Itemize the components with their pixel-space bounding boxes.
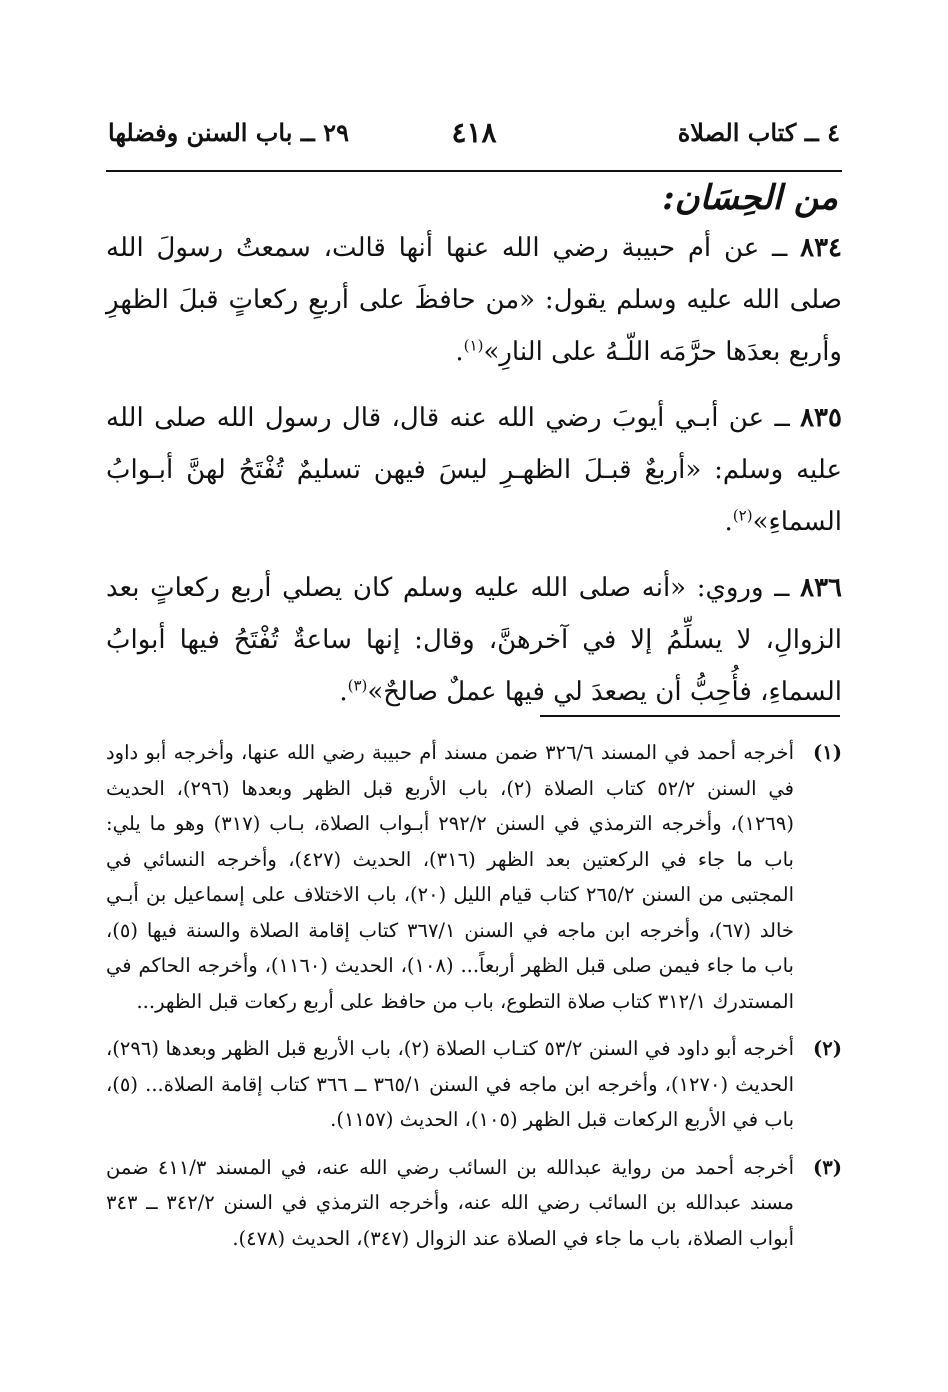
footnote-ref: (١) [463, 336, 484, 355]
header-divider [106, 170, 842, 172]
footnote-1 [106, 735, 842, 1019]
footnote-number: (٢) [813, 1037, 842, 1060]
footnote-divider [540, 715, 840, 717]
running-header [108, 112, 840, 152]
section-title: من الحِسَان: [662, 178, 838, 218]
hadith-834: ٨٣٤ ــ عن أم حبيبة رضي الله عنها أنها قالت، سمعتُ رسولَ الله صلى الله عليه وسلم يقول: «من حافظَ على أربعِ ركعاتٍ قبلَ الظهرِ وأربع بعدَها حرَّمَه اللّـهُ على النارِ»$^{(١)}$. [106, 233, 843, 367]
page-number: ٤١٨ [451, 115, 497, 149]
footnotes [106, 735, 842, 1268]
footnote-number: (١) [813, 741, 842, 764]
footnote-2 [106, 1031, 842, 1138]
hadith-text: ــ عن أبـي أيوبَ رضي الله عنه قال، قال رسول الله صلى الله عليه وسلم: «أربعٌ قبـلَ الظهـرِ ليسَ فيهن تسليمٌ تُفْتَحُ لهنَّ أبـوابُ السماءِ» [106, 403, 842, 537]
hadith-836: ٨٣٦ ــ وروي: «أنه صلى الله عليه وسلم كان يصلي أربع ركعاتٍ بعد الزوالِ، لا يسلِّمُ إلا في آخرهنَّ، وقال: إنها ساعةٌ تُفْتَحُ فيها أبوابُ السماءِ، فأُحِبُّ أن يصعدَ لي فيها عملٌ صالحٌ»$^{(٣)}$. [106, 573, 843, 707]
hadith-number: ٨٣٥ [800, 403, 842, 433]
header-book-title: ٤ ــ كتاب الصلاة [677, 117, 840, 147]
footnote-text: أخرجه أحمد في المسند ٣٢٦/٦ ضمن مسند أم حبيبة رضي الله عنها، وأخرجه أبو داود في السنن ٥٢/٢ كتاب الصلاة (٢)، باب الأربع قبل الظهر وبعدها (٢٩٦)، الحديث (١٢٦٩)، وأخرجه الترمذي في السنن ٢٩٢/٢ أبـواب الصلاة، بـاب (٣١٧) وهو ما يلي: باب ما جاء في الركعتين بعد الظهر (٣١٦)، الحديث (٤٢٧)، وأخرجه النسائي في المجتبى من السنن ٢٦٥/٢ كتاب قيام الليل (٢٠)، باب الاختلاف على إسماعيل بن أبـي خالد (٦٧)، وأخرجه ابن ماجه في السنن ٣٦٧/١ كتاب إقامة الصلاة والسنة فيها (٥)، باب ما جاء فيمن صلى قبل الظهر أربعاً... (١٠٨)، الحديث (١١٦٠)، وأخرجه الحاكم في المستدرك ٣١٢/١ كتاب صلاة التطوع، باب من حافظ على أربع ركعات قبل الظهر... [106, 741, 794, 1013]
footnote-ref: (٣) [347, 676, 368, 695]
main-text [106, 222, 842, 732]
hadith-number: ٨٣٦ [800, 573, 843, 603]
hadith-number: ٨٣٤ [800, 233, 843, 263]
hadith-835: ٨٣٥ ــ عن أبـي أيوبَ رضي الله عنه قال، قال رسول الله صلى الله عليه وسلم: «أربعٌ قبـلَ الظهـرِ ليسَ فيهن تسليمٌ تُفْتَحُ لهنَّ أبـوابُ السماءِ»$^{(٢)}$. [106, 403, 842, 537]
header-chapter-title: ٢٩ ــ باب السنن وفضلها [108, 117, 349, 147]
hadith-text: ــ عن أم حبيبة رضي الله عنها أنها قالت، سمعتُ رسولَ الله صلى الله عليه وسلم يقول: «من حافظَ على أربعِ ركعاتٍ قبلَ الظهرِ وأربع بعدَها حرَّمَه اللّـهُ على النارِ» [106, 233, 842, 367]
footnote-number: (٣) [813, 1155, 842, 1179]
hadith-text: ــ وروي: «أنه صلى الله عليه وسلم كان يصلي أربع ركعاتٍ بعد الزوالِ، لا يسلِّمُ إلا في آخرهنَّ، وقال: إنها ساعةٌ تُفْتَحُ فيها أبوابُ السماءِ، فأُحِبُّ أن يصعدَ لي فيها عملٌ صالحٌ» [106, 573, 842, 707]
footnote-text: أخرجه أحمد من رواية عبدالله بن السائب رضي الله عنه، في المسند ٤١١/٣ ضمن مسند عبدالله بن السائب رضي الله عنه، وأخرجه الترمذي في السنن ٣٤٢/٢ ــ ٣٤٣ أبواب الصلاة، باب ما جاء في الصلاة عند الزوال (٣٤٧)، الحديث (٤٧٨). [106, 1155, 795, 1250]
footnote-3 [106, 1150, 842, 1257]
footnote-ref: (٢) [732, 506, 753, 525]
footnote-text: أخرجه أبو داود في السنن ٥٣/٢ كتـاب الصلاة (٢)، باب الأربع قبل الظهر وبعدها (٢٩٦)، الحديث (١٢٧٠)، وأخرجه ابن ماجه في السنن ٣٦٥/١ ــ ٣٦٦ كتاب إقامة الصلاة... (٥)، باب في الأربع الركعات قبل الظهر (١٠٥)، الحديث (١١٥٧). [106, 1037, 794, 1131]
